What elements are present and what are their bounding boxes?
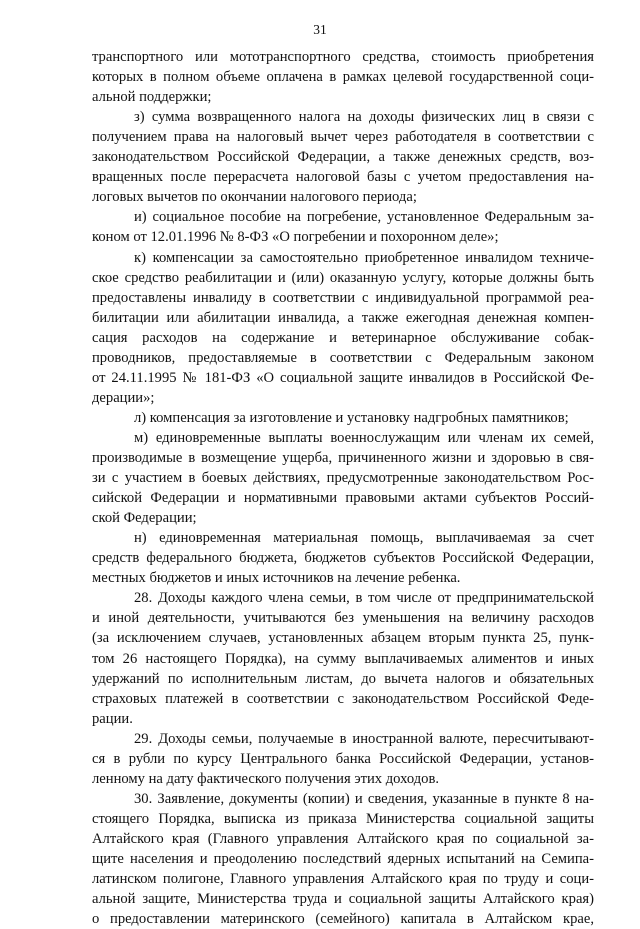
text-line: стоящего Порядка, выписка из приказа Министерства социальной защиты: [92, 810, 594, 827]
text-line: Алтайского края (Главного управления Алтайского края по социальной за-: [92, 830, 594, 847]
text-line: ся в рубли по курсу Центрального банка Российской Федерации, установ-: [92, 750, 594, 767]
text-line: 30. Заявление, документы (копии) и сведения, указанные в пункте 8 на-: [134, 790, 594, 807]
text-line: о предоставлении материнского (семейного) капитала в Алтайском крае,: [92, 911, 594, 928]
text-line: и) социальное пособие на погребение, установленное Федеральным за-: [134, 209, 594, 226]
text-line: 28. Доходы каждого члена семьи, в том числе от предпринимательской: [134, 590, 594, 607]
text-line: получением права на налоговый вычет через работодателя в соответствии с: [92, 129, 594, 146]
text-line: билитации или абилитации инвалида, а также ежегодная денежная компен-: [92, 309, 594, 326]
text-line: логовых вычетов по окончании налогового периода;: [92, 189, 417, 206]
text-line: транспортного или мототранспортного средства, стоимость приобретения: [92, 49, 594, 65]
text-line: удержаний по исполнительным листам, до вычета налогов и обязательных: [92, 670, 594, 687]
text-line: сийской Федерации и нормативными правовыми актами субъектов Россий-: [92, 490, 594, 507]
text-line: ское средство реабилитации и (или) оказанную услугу, которые должны быть: [92, 269, 594, 286]
text-line: законодательством Российской Федерации, а также денежных средств, воз-: [92, 149, 594, 166]
text-line: производимые в возмещение ущерба, причиненного жизни и здоровью в свя-: [92, 450, 594, 466]
text-line: альной поддержки;: [92, 89, 212, 106]
text-line: н) единовременная материальная помощь, выплачиваемая за счет: [134, 530, 594, 547]
text-line: коном от 12.01.1996 № 8-ФЗ «О погребении и похоронном деле»;: [92, 229, 499, 246]
text-line: которых в полном объеме оплачена в рамках целевой государственной соци-: [92, 69, 594, 86]
text-line: рации.: [92, 710, 133, 727]
text-line: альной защите, Министерства труда и социальной защиты Алтайского края): [92, 891, 594, 908]
text-line: средств федерального бюджета, бюджетов субъектов Российской Федерации,: [92, 550, 594, 567]
text-line: к) компенсации за самостоятельно приобретенное инвалидом техниче-: [134, 249, 594, 266]
text-line: том 26 настоящего Порядка), на сумму выплачиваемых алиментов и иных: [92, 650, 594, 667]
text-line: зи с участием в боевых действиях, предусмотренные законодательством Рос-: [92, 470, 594, 487]
text-line: ленному на дату фактического получения этих доходов.: [92, 770, 439, 787]
page-number: 31: [313, 22, 327, 37]
text-line: от 24.11.1995 № 181-ФЗ «О социальной защите инвалидов в Российской Фе-: [92, 369, 594, 386]
text-line: ской Федерации;: [92, 510, 197, 527]
text-line: страховых платежей в соответствии с законодательством Российской Феде-: [92, 690, 594, 707]
text-line: з) сумма возвращенного налога на доходы физических лиц в связи с: [134, 109, 594, 126]
text-line: вращенных после перерасчета налоговой базы с учетом предоставления на-: [92, 169, 594, 186]
text-line: сация расходов на содержание и ветеринарное обслуживание собак-: [92, 329, 594, 346]
text-line: щите населения и преодолению последствий ядерных испытаний на Семипа-: [92, 851, 594, 867]
text-line: местных бюджетов и иных источников на лечение ребенка.: [92, 570, 461, 587]
text-line: и иной деятельности, учитываются без уменьшения на величину расходов: [92, 610, 594, 627]
text-line: м) единовременные выплаты военнослужащим или членам их семей,: [134, 429, 594, 446]
text-line: проводников, предоставляемые в соответствии с Федеральным законом: [92, 349, 594, 366]
text-line: л) компенсация за изготовление и установку надгробных памятников;: [134, 409, 569, 426]
text-line: (за исключением случаев, установленных абзацем вторым пункта 25, пунк-: [92, 630, 594, 647]
text-line: предоставлены инвалиду в соответствии с индивидуальной программой реа-: [92, 289, 594, 306]
text-line: 29. Доходы семьи, получаемые в иностранной валюте, пересчитывают-: [134, 730, 594, 747]
text-line: дерации»;: [92, 389, 155, 406]
text-line: латинском полигоне, Главного управления Алтайского края по труду и соци-: [92, 871, 594, 888]
